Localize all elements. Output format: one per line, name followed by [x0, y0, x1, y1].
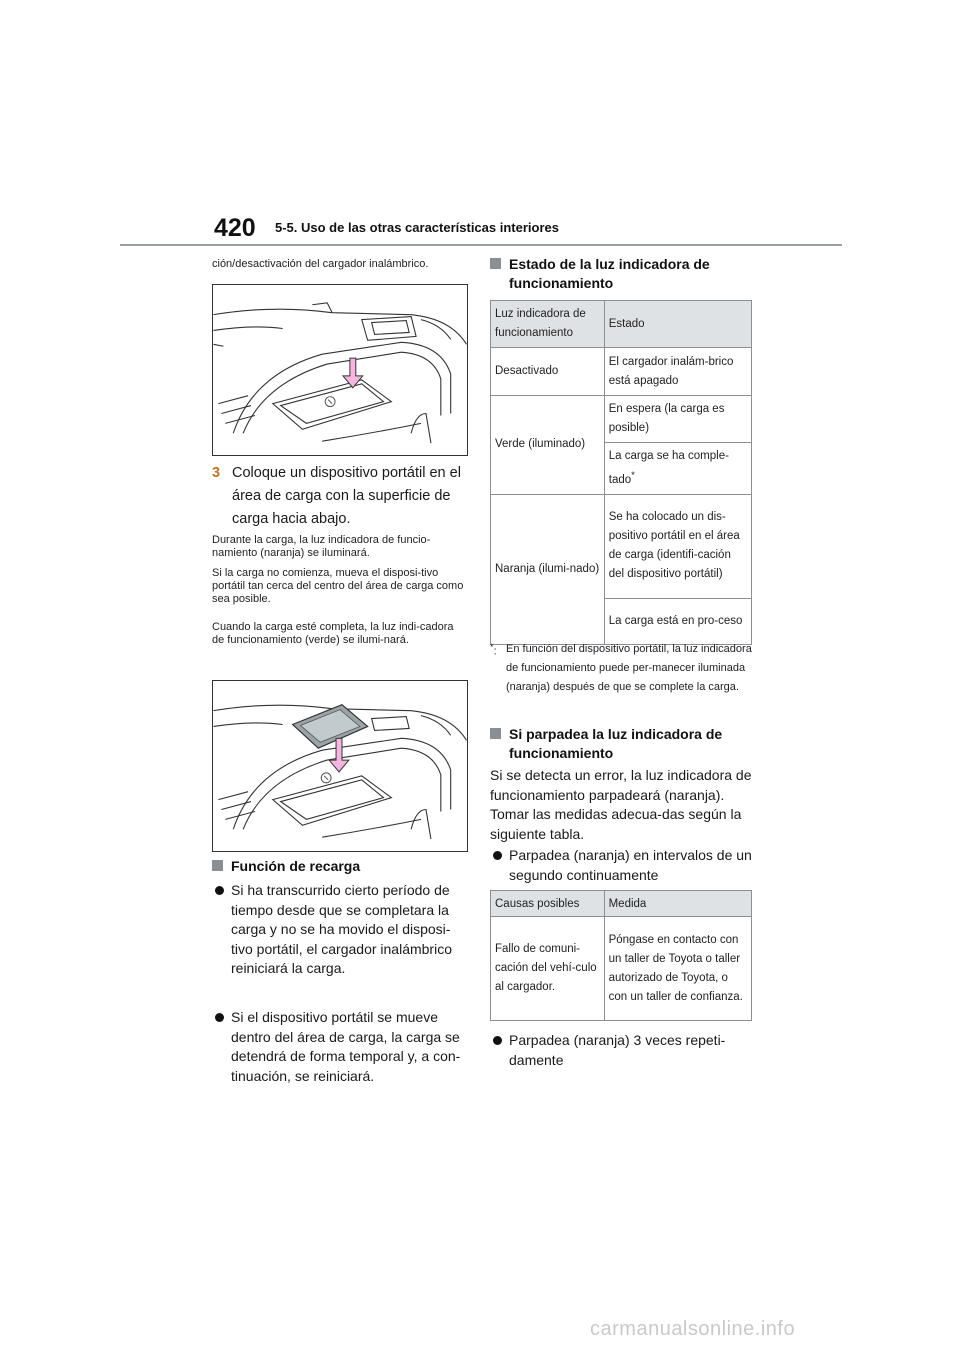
blink-heading	[490, 725, 752, 763]
recharge-bullet-1-text: Si ha transcurrido cierto período de tiempo desde que se completara la carga y no se ha movido el disposi-tivo portátil, el cargador inalámbrico reiniciará la carga.	[231, 882, 452, 976]
table-row	[491, 396, 752, 443]
wireless-charge-symbol	[325, 397, 335, 407]
table-cell: Desactivado	[491, 348, 605, 396]
status-heading-label: Estado de la luz indicadora de funcionamiento	[509, 256, 710, 291]
bullet-dot-icon	[493, 1036, 502, 1045]
watermark: carmanualsonline.info	[590, 1318, 796, 1340]
square-bullet-icon	[490, 728, 501, 739]
table-cell	[604, 443, 751, 495]
table-header-cell: Estado	[604, 301, 751, 348]
step-number: 3	[212, 465, 221, 481]
status-table	[490, 300, 752, 645]
cause-table	[490, 890, 752, 1021]
table-cell: Se ha colocado un dis-positivo portátil en el área de carga (identifi-cación del dispositivo portátil)	[604, 494, 751, 598]
table-cell: La carga está en pro-ceso	[604, 598, 751, 644]
footnote-star: *:	[490, 642, 497, 658]
table-cell: El cargador inalám-brico está apagado	[604, 348, 751, 396]
down-arrow-icon	[343, 358, 363, 388]
table-row	[491, 917, 752, 1021]
table-header-cell: Causas posibles	[491, 891, 605, 917]
square-bullet-icon	[490, 258, 501, 269]
section-title: 5-5. Uso de las otras características interiores	[275, 220, 559, 235]
step-3	[212, 462, 468, 531]
blink-bullet-1	[490, 846, 752, 885]
blink-bullet-2-text: Parpadea (naranja) 3 veces repeti-damente	[509, 1032, 726, 1068]
table-header-row	[491, 891, 752, 917]
blink-paragraph: Si se detecta un error, la luz indicadora de funcionamiento parpadeará (naranja). Tomar las medidas adecua-das según la siguiente tabla.	[490, 767, 752, 842]
bullet-dot-icon	[493, 851, 502, 860]
footnote-mark: *	[631, 470, 635, 481]
page-number: 420	[214, 214, 256, 242]
blink-bullet-2	[490, 1031, 752, 1070]
charger-illustration-phone	[212, 680, 468, 852]
recharge-bullet-2-text: Si el dispositivo portátil se mueve dentro del área de carga, la carga se detendrá de forma temporal y, a con-tinuación, se reiniciará.	[231, 1009, 461, 1084]
step-text: Coloque un dispositivo portátil en el área de carga con la superficie de carga hacia abajo.	[232, 465, 461, 527]
blink-heading-label: Si parpadea la luz indicadora de funcionamiento	[509, 726, 723, 761]
table-cell: Naranja (ilumi-nado)	[491, 494, 605, 644]
recharge-bullet-1	[212, 881, 468, 979]
table-row	[491, 348, 752, 396]
table-row	[491, 494, 752, 598]
square-bullet-icon	[212, 860, 223, 871]
table-cell: Póngase en contacto con un taller de Toyota o taller autorizado de Toyota, o con un taller de confianza.	[604, 917, 751, 1021]
intro-text: ción/desactivación del cargador inalámbrico.	[212, 258, 429, 270]
table-cell-text: La carga se ha comple-tado	[608, 450, 729, 486]
recharge-heading-label: Función de recarga	[231, 858, 361, 874]
bullet-dot-icon	[215, 1013, 224, 1022]
footnote-text: En función del dispositivo portátil, la luz indicadora de funcionamiento puede per-manecer iluminada (naranja) después de que se complete la carga.	[506, 643, 752, 693]
note-charging: Durante la carga, la luz indicadora de funcio-namiento (naranja) se iluminará.	[212, 534, 431, 559]
footnote-star-mark: *	[490, 642, 494, 652]
smartphone-icon	[293, 705, 368, 748]
header-rule	[120, 244, 842, 246]
down-arrow-icon	[329, 738, 349, 772]
table-cell: Fallo de comuni-cación del vehí-culo al cargador.	[491, 917, 605, 1021]
charger-illustration-empty	[212, 284, 468, 456]
bullet-dot-icon	[215, 886, 224, 895]
recharge-heading	[212, 857, 468, 876]
note-charge-complete: Cuando la carga esté completa, la luz indi-cadora de funcionamiento (verde) se ilumi-nará.	[212, 621, 454, 646]
blink-bullet-1-text: Parpadea (naranja) en intervalos de un segundo continuamente	[509, 847, 752, 883]
table-footnote	[490, 640, 752, 697]
note-not-charging: Si la carga no comienza, mueva el disposi-tivo portátil tan cerca del centro del área de carga como sea posible.	[212, 567, 464, 605]
wireless-charge-symbol	[321, 773, 331, 783]
table-header-row	[491, 301, 752, 348]
table-header-cell: Luz indicadora de funcionamiento	[491, 301, 605, 348]
status-heading	[490, 255, 752, 293]
table-cell: En espera (la carga es posible)	[604, 396, 751, 443]
console-drawing	[213, 285, 467, 455]
table-cell: Verde (iluminado)	[491, 396, 605, 495]
console-phone-drawing	[213, 681, 467, 851]
table-header-cell: Medida	[604, 891, 751, 917]
recharge-bullet-2	[212, 1008, 468, 1086]
